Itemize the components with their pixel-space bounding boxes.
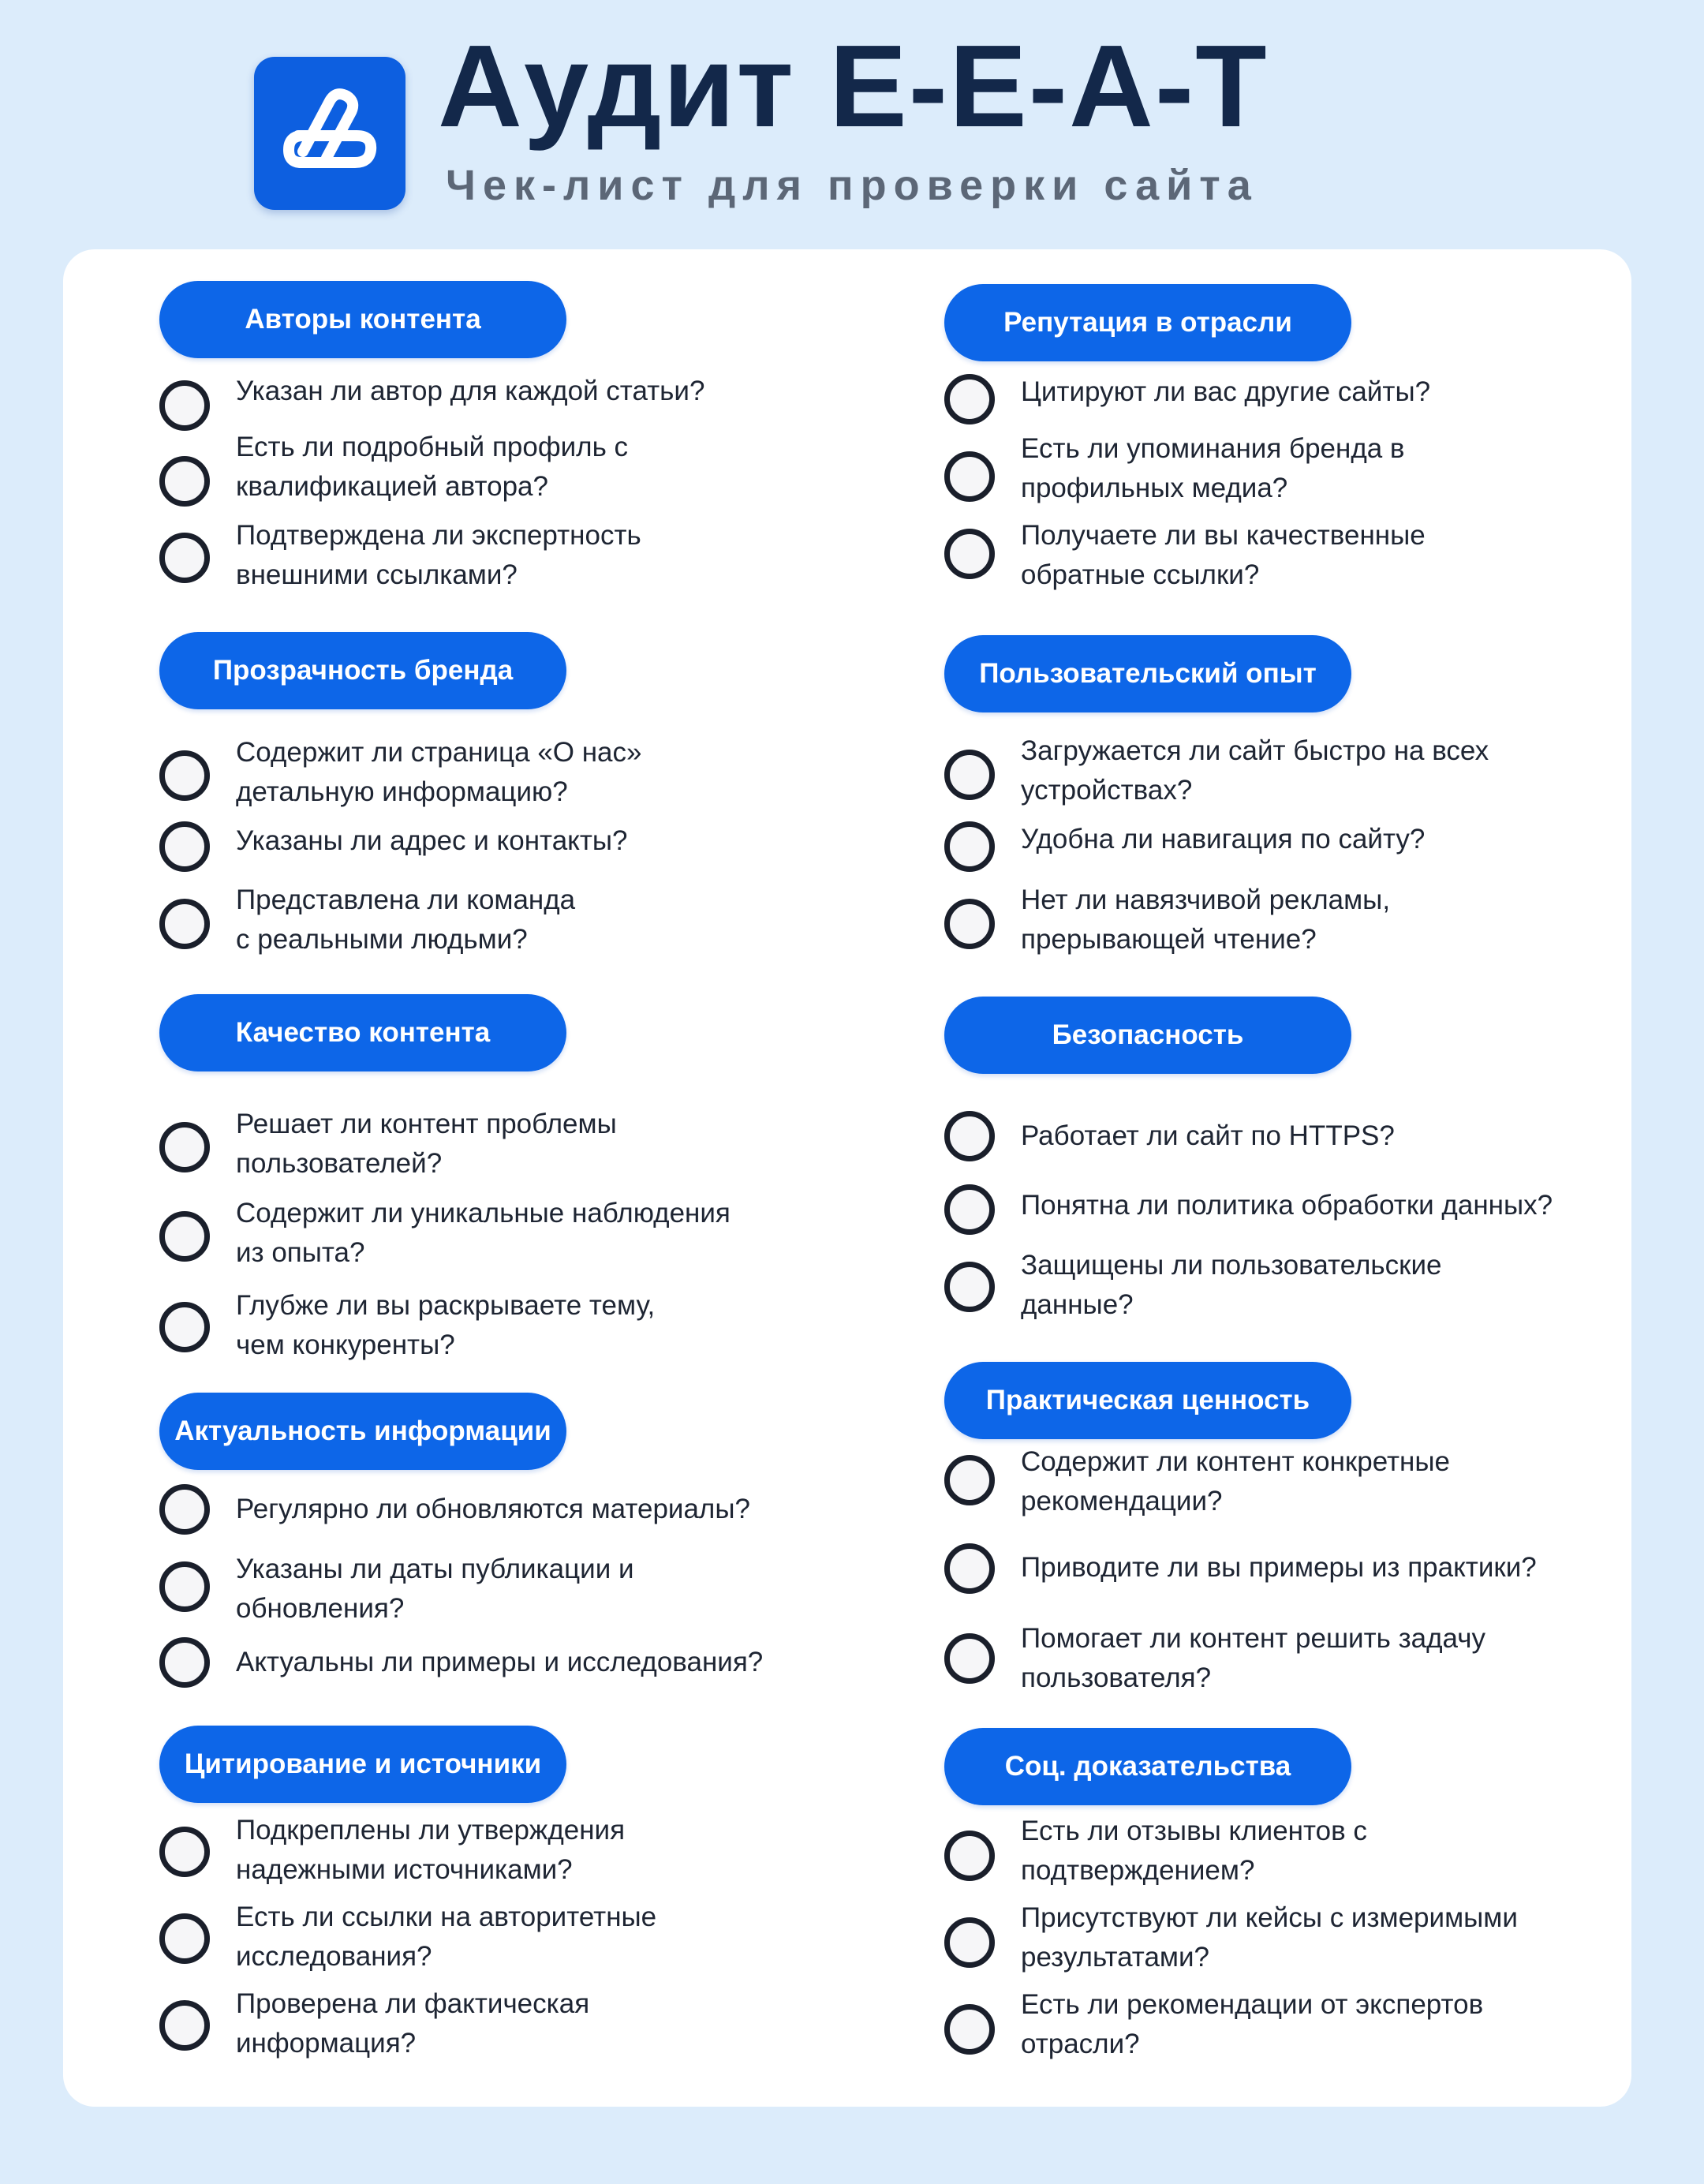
checkbox[interactable] <box>159 1484 210 1535</box>
checkbox[interactable] <box>944 899 995 949</box>
item-label: Указан ли автор для каждой статьи? <box>236 376 705 406</box>
item-label: Работает ли сайт по HTTPS? <box>1021 1120 1395 1151</box>
brand-logo-icon <box>254 57 405 210</box>
checkbox[interactable] <box>944 1455 995 1505</box>
checkbox[interactable] <box>944 529 995 579</box>
section-title: Цитирование и источники <box>159 1726 566 1803</box>
checkbox[interactable] <box>944 451 995 502</box>
section-title: Актуальность информации <box>159 1393 566 1470</box>
checkbox[interactable] <box>944 1543 995 1594</box>
item-label: Актуальны ли примеры и исследования? <box>236 1647 764 1677</box>
item-label: Цитируют ли вас другие сайты? <box>1021 376 1431 407</box>
item-label: Удобна ли навигация по сайту? <box>1021 824 1426 855</box>
checkbox[interactable] <box>944 1262 995 1312</box>
item-label: Содержит ли контент конкретные рекомендации? <box>1021 1446 1450 1516</box>
item-label: Есть ли отзывы клиентов с подтверждением? <box>1021 1816 1367 1886</box>
checkbox[interactable] <box>159 899 210 949</box>
item-label: Есть ли ссылки на авторитетные исследования? <box>236 1902 657 1972</box>
item-label: Содержит ли уникальные наблюдения из опыта? <box>236 1198 731 1268</box>
checkbox[interactable] <box>944 1184 995 1235</box>
checkbox[interactable] <box>159 456 210 507</box>
item-label: Представлена ли команда с реальными людьми? <box>236 884 576 955</box>
checkbox[interactable] <box>944 750 995 800</box>
item-label: Защищены ли пользовательские данные? <box>1021 1250 1442 1320</box>
item-label: Есть ли упоминания бренда в профильных медиа? <box>1021 433 1405 503</box>
brand-logo-glyph <box>254 57 405 210</box>
item-label: Указаны ли адрес и контакты? <box>236 825 628 856</box>
item-label: Загружается ли сайт быстро на всех устройствах? <box>1021 735 1489 806</box>
section-title: Качество контента <box>159 994 566 1071</box>
checklist-card <box>63 249 1631 2107</box>
item-label: Приводите ли вы примеры из практики? <box>1021 1552 1537 1583</box>
item-label: Подтверждена ли экспертность внешними ссылками? <box>236 520 641 590</box>
item-label: Решает ли контент проблемы пользователей? <box>236 1109 617 1179</box>
item-label: Проверена ли фактическая информация? <box>236 1988 590 2059</box>
checkbox[interactable] <box>944 1111 995 1161</box>
checkbox[interactable] <box>159 1122 210 1172</box>
item-label: Регулярно ли обновляются материалы? <box>236 1494 750 1524</box>
checkbox[interactable] <box>159 1913 210 1964</box>
section-title: Пользовательский опыт <box>944 635 1351 712</box>
item-label: Указаны ли даты публикации и обновления? <box>236 1554 634 1624</box>
section-title: Репутация в отрасли <box>944 284 1351 361</box>
item-label: Есть ли рекомендации от экспертов отрасли? <box>1021 1989 1484 2059</box>
section-title: Прозрачность бренда <box>159 632 566 709</box>
header <box>0 0 1704 237</box>
checkbox[interactable] <box>159 380 210 431</box>
checkbox[interactable] <box>159 821 210 872</box>
checkbox[interactable] <box>944 1831 995 1881</box>
checkbox[interactable] <box>944 821 995 872</box>
item-label: Помогает ли контент решить задачу пользователя? <box>1021 1623 1485 1693</box>
section-title: Авторы контента <box>159 281 566 358</box>
item-label: Получаете ли вы качественные обратные ссылки? <box>1021 520 1426 590</box>
checkbox[interactable] <box>159 1211 210 1262</box>
checkbox[interactable] <box>159 1561 210 1612</box>
item-label: Нет ли навязчивой рекламы, прерывающей чтение? <box>1021 884 1391 955</box>
item-label: Глубже ли вы раскрываете тему, чем конкуренты? <box>236 1290 656 1360</box>
checkbox[interactable] <box>159 1637 210 1688</box>
item-label: Содержит ли страница «О нас» детальную информацию? <box>236 737 642 807</box>
item-label: Присутствуют ли кейсы с измеримыми результатами? <box>1021 1902 1518 1973</box>
checkbox[interactable] <box>159 750 210 801</box>
item-label: Есть ли подробный профиль с квалификацией автора? <box>236 432 629 502</box>
item-label: Подкреплены ли утверждения надежными источниками? <box>236 1815 626 1885</box>
page-subtitle: Чек-лист для проверки сайта <box>446 162 1258 209</box>
checkbox[interactable] <box>944 374 995 424</box>
section-title: Практическая ценность <box>944 1362 1351 1439</box>
section-title: Соц. доказательства <box>944 1728 1351 1805</box>
checkbox[interactable] <box>159 2000 210 2051</box>
checkbox[interactable] <box>159 1302 210 1352</box>
section-title: Безопасность <box>944 997 1351 1074</box>
page-title: Аудит E-E-A-T <box>438 21 1269 151</box>
checkbox[interactable] <box>159 1827 210 1877</box>
item-label: Понятна ли политика обработки данных? <box>1021 1190 1553 1221</box>
checkbox[interactable] <box>944 2004 995 2055</box>
checkbox[interactable] <box>944 1633 995 1684</box>
checkbox[interactable] <box>159 533 210 583</box>
checkbox[interactable] <box>944 1917 995 1968</box>
